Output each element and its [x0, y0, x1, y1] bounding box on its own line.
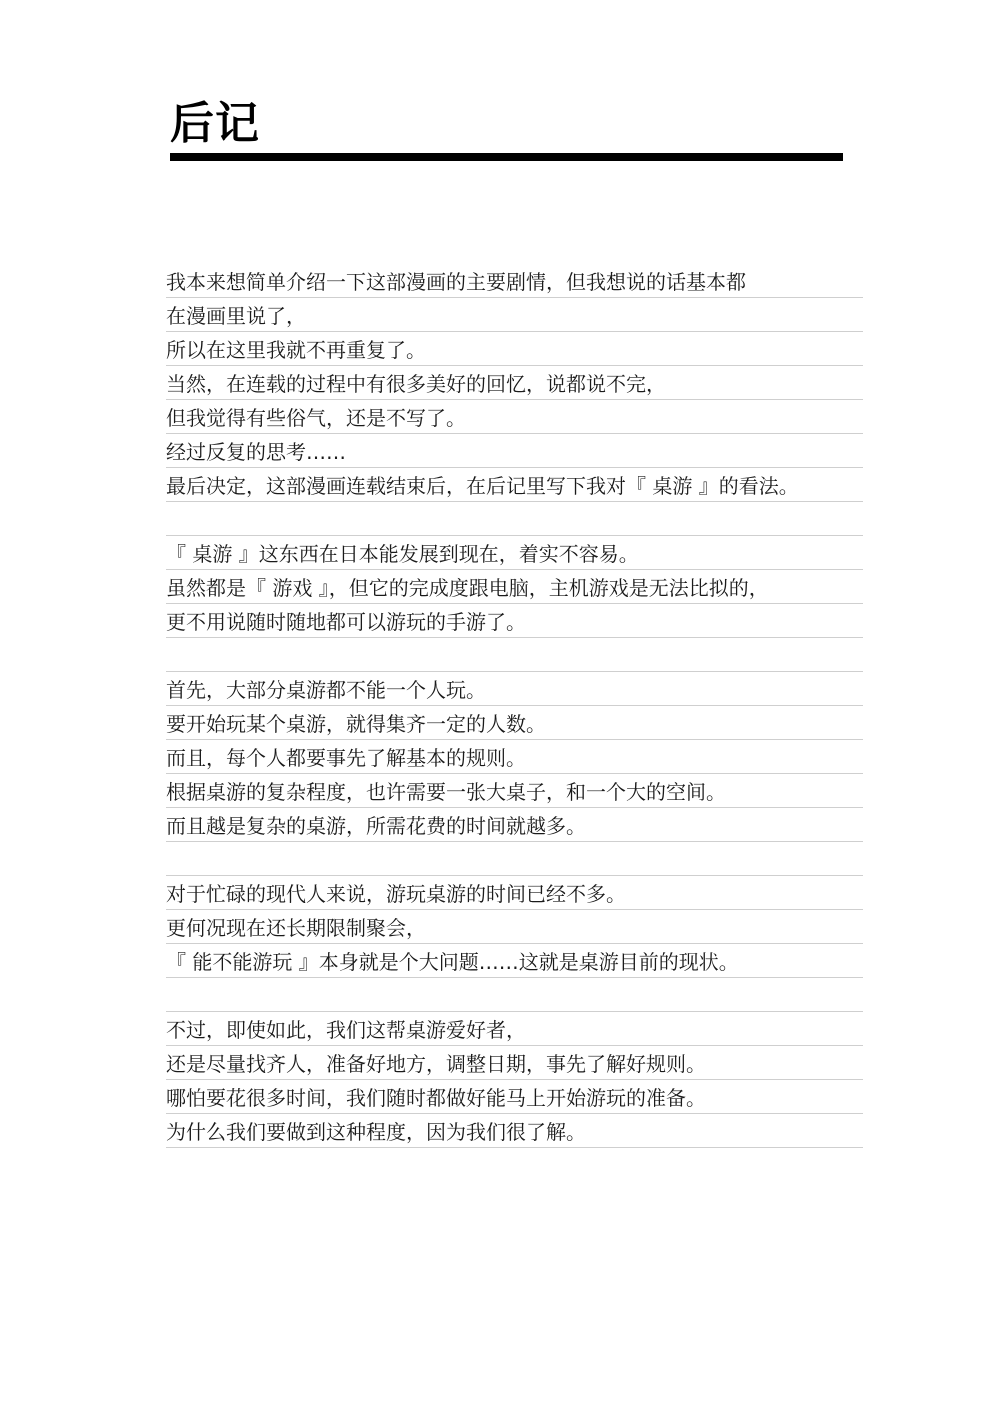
title-underline	[170, 153, 843, 161]
line-text: 虽然都是『 游戏 』，但它的完成度跟电脑，主机游戏是无法比拟的，	[166, 576, 769, 600]
text-line	[166, 740, 863, 774]
line-text: 不过，即使如此，我们这帮桌游爱好者，	[166, 1018, 526, 1042]
text-line	[166, 434, 863, 468]
text-line	[166, 706, 863, 740]
text-line	[166, 910, 863, 944]
text-line	[166, 536, 863, 570]
line-text: 当然，在连载的过程中有很多美好的回忆，说都说不完，	[166, 372, 666, 396]
line-text: 更何况现在还长期限制聚会，	[166, 916, 426, 940]
line-text: 对于忙碌的现代人来说，游玩桌游的时间已经不多。	[166, 882, 626, 906]
line-text: 更不用说随时随地都可以游玩的手游了。	[166, 610, 526, 634]
blank-line	[166, 502, 863, 536]
line-text: 首先，大部分桌游都不能一个人玩。	[166, 678, 486, 702]
text-line	[166, 1080, 863, 1114]
text-line	[166, 366, 863, 400]
text-line	[166, 604, 863, 638]
text-line	[166, 332, 863, 366]
text-line	[166, 264, 863, 298]
text-line	[166, 774, 863, 808]
line-text: 在漫画里说了，	[166, 304, 306, 328]
line-text: 我本来想简单介绍一下这部漫画的主要剧情，但我想说的话基本都	[166, 270, 746, 294]
line-text: 根据桌游的复杂程度，也许需要一张大桌子，和一个大的空间。	[166, 780, 726, 804]
text-line	[166, 1114, 863, 1148]
text-line	[166, 298, 863, 332]
line-text: 『 桌游 』这东西在日本能发展到现在，着实不容易。	[166, 542, 639, 566]
line-text: 为什么我们要做到这种程度，因为我们很了解。	[166, 1120, 586, 1144]
blank-line	[166, 978, 863, 1012]
line-text: 要开始玩某个桌游，就得集齐一定的人数。	[166, 712, 546, 736]
line-text: 而且越是复杂的桌游，所需花费的时间就越多。	[166, 814, 586, 838]
blank-line	[166, 842, 863, 876]
text-line	[166, 570, 863, 604]
line-text: 而且，每个人都要事先了解基本的规则。	[166, 746, 526, 770]
blank-line	[166, 638, 863, 672]
text-line	[166, 876, 863, 910]
line-text: 经过反复的思考……	[166, 440, 346, 464]
text-line	[166, 808, 863, 842]
text-line	[166, 672, 863, 706]
text-line	[166, 468, 863, 502]
line-text: 最后决定，这部漫画连载结束后，在后记里写下我对『 桌游 』的看法。	[166, 474, 799, 498]
page-title: 后记	[170, 98, 260, 149]
lined-text-body	[166, 264, 863, 1148]
line-text: 但我觉得有些俗气，还是不写了。	[166, 406, 466, 430]
text-line	[166, 1046, 863, 1080]
line-text: 所以在这里我就不再重复了。	[166, 338, 426, 362]
text-line	[166, 1012, 863, 1046]
text-line	[166, 400, 863, 434]
line-text: 还是尽量找齐人，准备好地方，调整日期，事先了解好规则。	[166, 1052, 706, 1076]
line-text: 『 能不能游玩 』本身就是个大问题……这就是桌游目前的现状。	[166, 950, 739, 974]
text-line	[166, 944, 863, 978]
line-text: 哪怕要花很多时间，我们随时都做好能马上开始游玩的准备。	[166, 1086, 706, 1110]
